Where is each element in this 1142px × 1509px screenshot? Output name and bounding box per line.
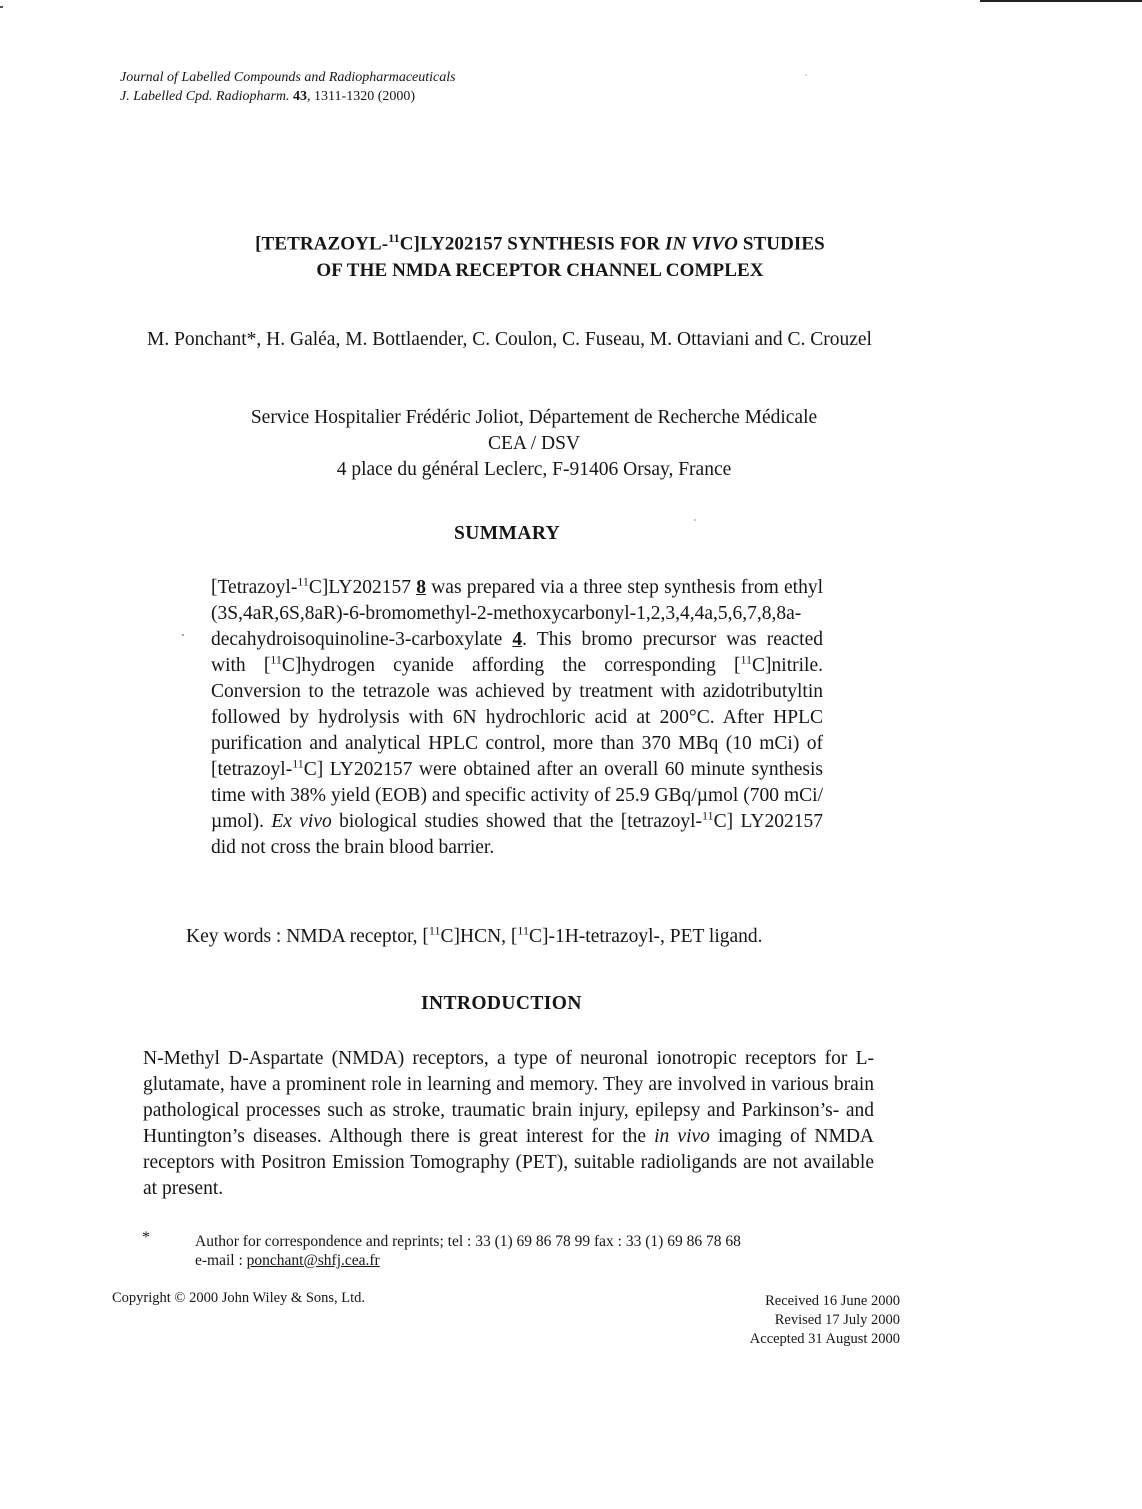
received-date: Received 16 June 2000 xyxy=(765,1293,900,1309)
introduction-paragraph xyxy=(143,1046,874,1202)
title-text: [TETRAZOYL- xyxy=(255,233,389,255)
keywords-text: Key words : NMDA receptor, [ xyxy=(186,926,429,947)
keywords-text: C]-1H-tetrazoyl-, PET ligand. xyxy=(528,926,763,947)
footnote-email-line xyxy=(195,1251,741,1270)
paper-title xyxy=(120,225,960,284)
title-text: C]LY202157 SYNTHESIS FOR xyxy=(399,233,665,255)
journal-pages-year: , 1311-1320 (2000) xyxy=(307,89,416,104)
email-label: e-mail : xyxy=(195,1252,247,1269)
copyright-notice: Copyright © 2000 John Wiley & Sons, Ltd. xyxy=(112,1290,366,1306)
affiliation xyxy=(120,405,948,483)
isotope-superscript: 11 xyxy=(740,652,753,667)
summary-text: . This bromo precursor was reacted with [ xyxy=(211,629,824,676)
scan-speck xyxy=(694,519,696,521)
summary-text: C] LY202157 were obtained after an overall 60 minute synthesis time with 38% yield (EOB) and specific activity of 25.9 GBq/µmol (700 mCi/µmol). xyxy=(211,759,823,832)
footnote-contact: Author for correspondence and reprints; tel : 33 (1) 69 86 78 99 fax : 33 (1) 69 86 78 68 xyxy=(195,1233,741,1250)
title-italic: IN VIVO xyxy=(664,233,738,255)
footnote-marker: * xyxy=(142,1229,150,1246)
summary-text: was prepared via a three step synthesis from ethyl (3S,4aR,6S,8aR)-6-bromomethyl-2-methoxycarbonyl-1,2,3,4,4a,5,6,7,8,8a-decahydroisoquinoline-3-carboxylate xyxy=(211,577,823,650)
author-list: M. Ponchant*, H. Galéa, M. Bottlaender, C. Coulon, C. Fuseau, M. Ottaviani and C. Crouzel xyxy=(147,329,872,350)
summary-text: biological studies showed that the [tetrazoyl- xyxy=(331,811,702,832)
isotope-superscript: 11 xyxy=(428,923,441,938)
title-line-1 xyxy=(120,225,960,257)
introduction-heading: INTRODUCTION xyxy=(421,993,582,1014)
summary-text: C]LY202157 xyxy=(308,577,417,598)
isotope-superscript: 11 xyxy=(297,574,309,589)
summary-text: C]hydrogen cyanide affording the corresponding [ xyxy=(281,655,741,676)
isotope-superscript: 11 xyxy=(270,652,282,667)
footnote xyxy=(195,1232,741,1270)
email-address: ponchant@shfj.cea.fr xyxy=(246,1252,380,1269)
journal-abbrev: J. Labelled Cpd. Radiopharm. xyxy=(120,89,290,104)
scan-speck xyxy=(805,74,807,76)
keywords-text: C]HCN, [ xyxy=(440,926,518,947)
compound-number: 4 xyxy=(512,629,523,650)
journal-citation xyxy=(120,87,456,106)
summary-heading: SUMMARY xyxy=(454,523,561,544)
affiliation-line-1: Service Hospitalier Frédéric Joliot, Département de Recherche Médicale xyxy=(250,407,818,428)
intro-text: N-Methyl D-Aspartate (NMDA) receptors, a type of neuronal ionotropic receptors for L-glutamate, have a prominent role in learning and memory. They are involved in various brain pathological processes such as stroke, traumatic brain injury, epilepsy and Parkinson’s- and Huntington’s diseases. Although there is great interest for the xyxy=(143,1048,874,1147)
compound-number: 8 xyxy=(416,577,426,598)
title-superscript: 11 xyxy=(388,231,400,245)
summary-italic: Ex vivo xyxy=(271,811,332,832)
accepted-date: Accepted 31 August 2000 xyxy=(749,1331,900,1347)
title-line-2: OF THE NMDA RECEPTOR CHANNEL COMPLEX xyxy=(316,260,764,282)
summary-text: C]nitrile. Conversion to the tetrazole was achieved by treatment with azidotributyltin followed by hydrolysis with 6N hydrochloric acid at 200°C. After HPLC purification and analytical HPLC control, more than 370 MBq (10 mCi) of [tetrazoyl- xyxy=(211,655,823,780)
journal-volume: 43 xyxy=(293,89,308,104)
journal-name: Journal of Labelled Compounds and Radiopharmaceuticals xyxy=(120,70,456,85)
summary-paragraph xyxy=(211,575,823,861)
intro-italic: in vivo xyxy=(654,1126,710,1147)
affiliation-line-3: 4 place du général Leclerc, F-91406 Orsay, France xyxy=(336,459,732,480)
scan-edge-mark xyxy=(0,6,3,8)
isotope-superscript: 11 xyxy=(292,756,304,771)
publication-dates xyxy=(720,1292,900,1349)
summary-text: [Tetrazoyl- xyxy=(211,577,298,598)
title-text: STUDIES xyxy=(737,233,825,255)
intro-text: imaging of NMDA receptors with Positron Emission Tomography (PET), suitable radioligands are not available at present. xyxy=(143,1126,874,1199)
keywords-line xyxy=(186,924,763,950)
isotope-superscript: 11 xyxy=(702,808,714,823)
scan-edge-line xyxy=(980,0,1142,2)
journal-header xyxy=(120,68,456,106)
revised-date: Revised 17 July 2000 xyxy=(774,1312,900,1328)
scan-speck xyxy=(182,634,184,636)
isotope-superscript: 11 xyxy=(517,923,529,938)
affiliation-line-2: CEA / DSV xyxy=(487,433,581,454)
summary-text: C] LY202157 did not cross the brain blood barrier. xyxy=(211,811,823,858)
